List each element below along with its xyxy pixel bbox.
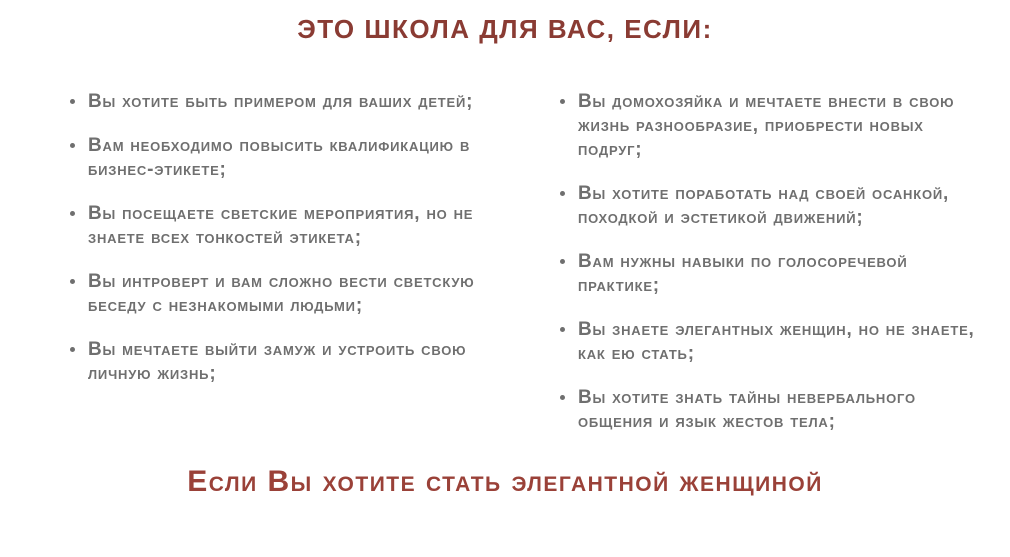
bullet-dot-icon bbox=[560, 259, 565, 264]
criteria-item bbox=[560, 182, 976, 230]
criteria-item-text: Вы домохозяйка и мечтаете внести в свою жизнь разнообразие, приобрести новых подруг; bbox=[578, 91, 955, 160]
criteria-item-text: Вы хотите знать тайны невербального общения и язык жестов тела; bbox=[578, 387, 916, 432]
section-title: ЭТО ШКОЛА ДЛЯ ВАС, ЕСЛИ: bbox=[297, 14, 713, 44]
criteria-item bbox=[70, 134, 486, 182]
criteria-item bbox=[560, 386, 976, 434]
criteria-item-text: Вам необходимо повысить квалификацию в бизнес-этикете; bbox=[88, 135, 471, 180]
bullet-dot-icon bbox=[70, 99, 75, 104]
bullet-dot-icon bbox=[560, 327, 565, 332]
bullet-dot-icon bbox=[70, 279, 75, 284]
criteria-item bbox=[70, 270, 486, 318]
criteria-list-left bbox=[70, 90, 486, 434]
bullet-dot-icon bbox=[560, 395, 565, 400]
bullet-dot-icon bbox=[70, 211, 75, 216]
criteria-item-text: Вы знаете элегантных женщин, но не знаете, как ею стать; bbox=[578, 319, 975, 364]
criteria-columns bbox=[70, 90, 975, 434]
criteria-item-text: Вы хотите быть примером для ваших детей; bbox=[88, 91, 474, 112]
bullet-dot-icon bbox=[70, 143, 75, 148]
bullet-dot-icon bbox=[560, 99, 565, 104]
bullet-dot-icon bbox=[70, 347, 75, 352]
bullet-dot-icon bbox=[560, 191, 565, 196]
criteria-item bbox=[560, 90, 976, 162]
footer-heading: Если Вы хотите стать элегантной женщиной bbox=[187, 465, 823, 498]
criteria-item-text: Вы интроверт и вам сложно вести светскую беседу с незнакомыми людьми; bbox=[88, 271, 475, 316]
criteria-item bbox=[560, 318, 976, 366]
criteria-item-text: Вы хотите поработать над своей осанкой, походкой и эстетикой движений; bbox=[578, 183, 950, 228]
criteria-item bbox=[70, 202, 486, 250]
criteria-item bbox=[560, 250, 976, 298]
criteria-item bbox=[70, 338, 486, 386]
criteria-item-text: Вы мечтаете выйти замуж и устроить свою личную жизнь; bbox=[88, 339, 467, 384]
criteria-item bbox=[70, 90, 486, 114]
criteria-list-right bbox=[560, 90, 976, 434]
criteria-item-text: Вы посещаете светские мероприятия, но не знаете всех тонкостей этикета; bbox=[88, 203, 474, 248]
criteria-item-text: Вам нужны навыки по голосоречевой практике; bbox=[578, 251, 908, 296]
